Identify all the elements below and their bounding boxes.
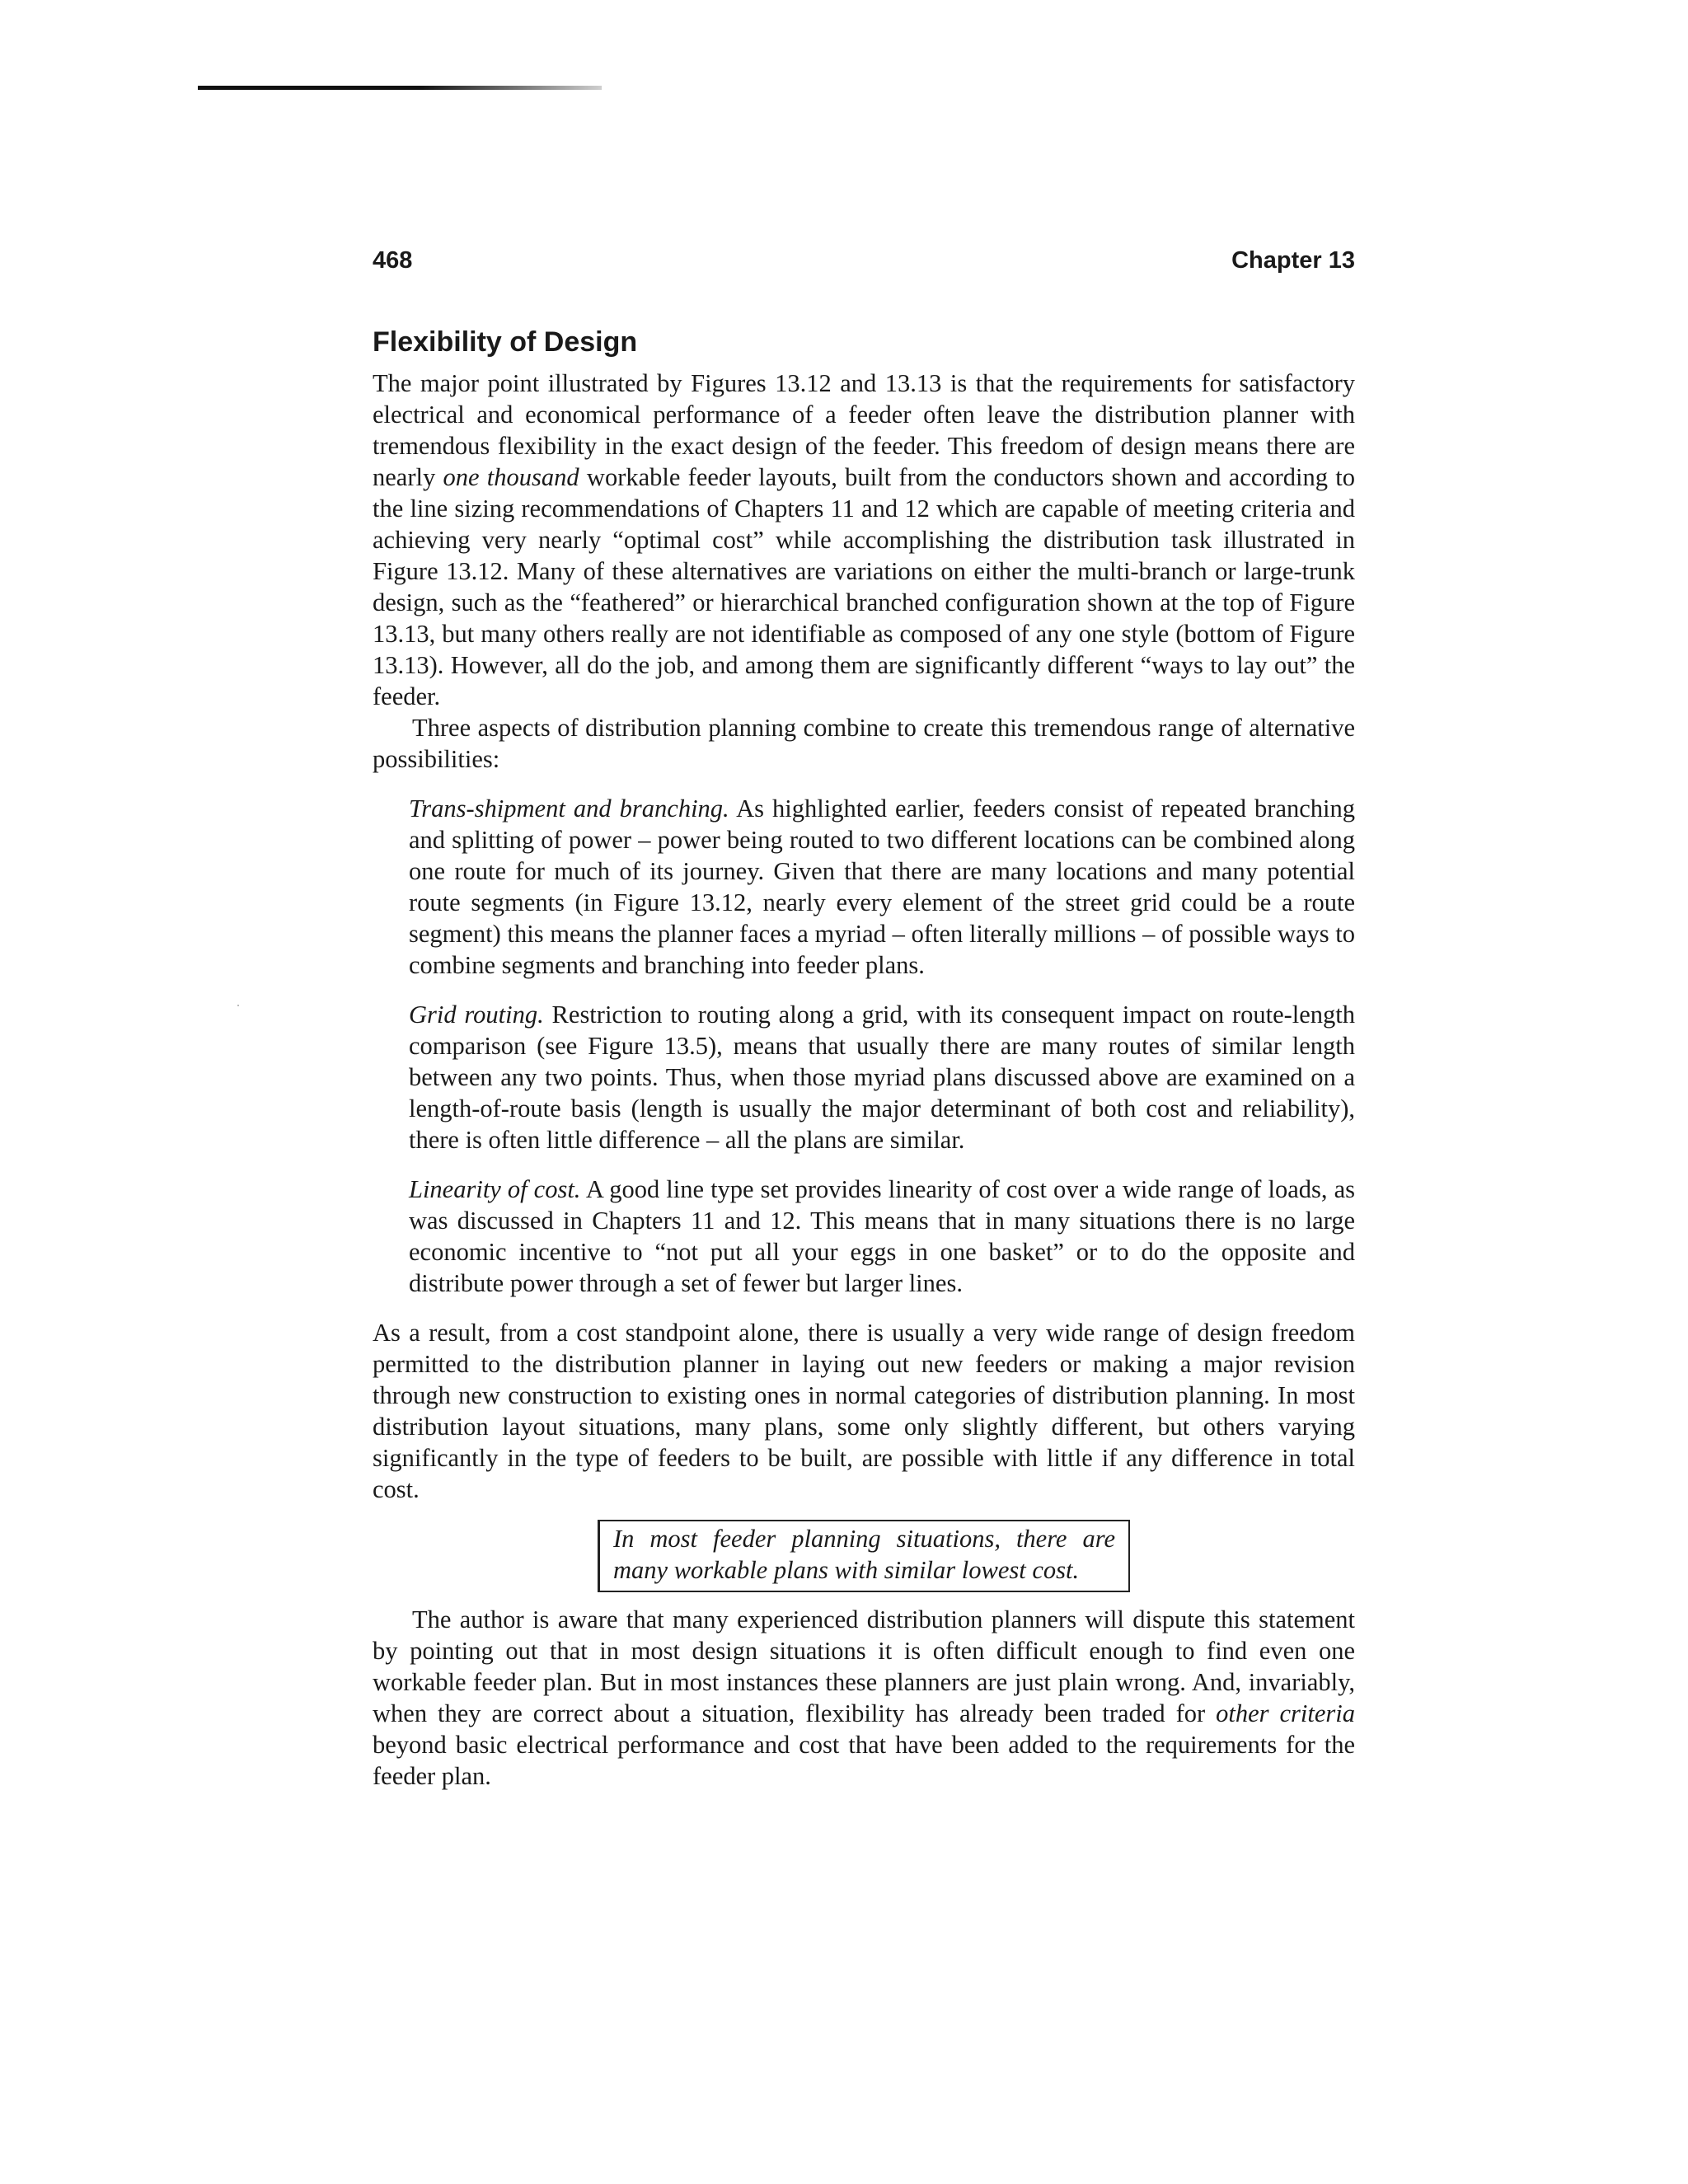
list-item-text: Restriction to routing along a grid, with its consequent impact on route-length comparison (see Figure 13.5), means that usually there are many routes of similar length between any two points. Thus, when those myriad plans discussed above are examined on a length-of-route basis (length is usually the major determinant of both cost and reliability), there is often little difference – all the plans are similar. [409,1001,1355,1154]
list-item-trans-shipment [409,793,1355,981]
scan-speck [237,1005,239,1006]
paragraph-author-emphasis: other criteria [1216,1699,1355,1727]
paragraph-intro-text-b: workable feeder layouts, built from the conductors shown and according to the line sizing recommendations of Chapters 11 and 12 which are capable of meeting criteria and achieving very nearly “optimal cost” while accomplishing the distribution task illustrated in Figure 13.12. Many of these alternatives are variations on either the multi-branch or large-trunk design, such as the “feathered” or hierarchical branched configuration shown at the top of Figure 13.13, but many others really are not identifiable as composed of any one style (bottom of Figure 13.13). However, all do the job, and among them are significantly different “ways to lay out” the feeder. [373,463,1355,710]
list-item-title: Linearity of cost. [409,1175,581,1203]
paragraph-intro-text-a: The major point illustrated by Figures 13.12 and 13.13 is that the requirements for satisfactory electrical and economical performance of a feeder often leave the distribution planner with tremendous flexibility in the exact design of the feeder. This freedom of design means there are nearly [373,369,1355,491]
chapter-label: Chapter 13 [1231,247,1355,274]
body-text [373,368,1355,1792]
paragraph-intro-emphasis: one thousand [443,463,579,491]
paragraph-author [373,1604,1355,1792]
paragraph-author-text-b: beyond basic electrical performance and cost that have been added to the requirements for the feeder plan. [373,1731,1355,1790]
top-rule [198,86,602,90]
list-item-linearity [409,1174,1355,1299]
running-head [373,247,1355,280]
list-item-grid-routing [409,999,1355,1155]
list-item-title: Trans-shipment and branching. [409,794,729,823]
paragraph-author-text-a: The author is aware that many experienced distribution planners will dispute this statement by pointing out that in most design situations it is often difficult enough to find even one workable feeder plan. But in most instances these planners are just plain wrong. And, invariably, when they are correct about a situation, flexibility has already been traded for [373,1605,1355,1727]
callout-box: In most feeder planning situations, there are many workable plans with similar lowest cost. [598,1520,1130,1592]
paragraph-result: As a result, from a cost standpoint alone, there is usually a very wide range of design freedom permitted to the distribution planner in laying out new feeders or making a major revision through new construction to existing ones in normal categories of distribution planning. In most distribution layout situations, many plans, some only slightly different, but others varying significantly in the type of feeders to be built, are possible with little if any difference in total cost. [373,1319,1355,1503]
list-item-text: A good line type set provides linearity of cost over a wide range of loads, as was discussed in Chapters 11 and 12. This means that in many situations there is no large economic incentive to “not put all your eggs in one basket” or to do the opposite and distribute power through a set of fewer but larger lines. [409,1175,1355,1297]
page-number: 468 [373,247,413,274]
list-item-title: Grid routing. [409,1001,544,1029]
paragraph-aspects: Three aspects of distribution planning combine to create this tremendous range of alternative possibilities: [373,714,1355,773]
callout-wrapper [373,1520,1355,1592]
section-heading: Flexibility of Design [373,326,638,358]
paragraph-intro [373,368,1355,712]
list-item-text: As highlighted earlier, feeders consist of repeated branching and splitting of power – power being routed to two different locations can be combined along one route for much of its journey. Given that there are many locations and many potential route segments (in Figure 13.12, nearly every element of the street grid could be a route segment) this means the planner faces a myriad – often literally millions – of possible ways to combine segments and branching into feeder plans. [409,794,1355,979]
